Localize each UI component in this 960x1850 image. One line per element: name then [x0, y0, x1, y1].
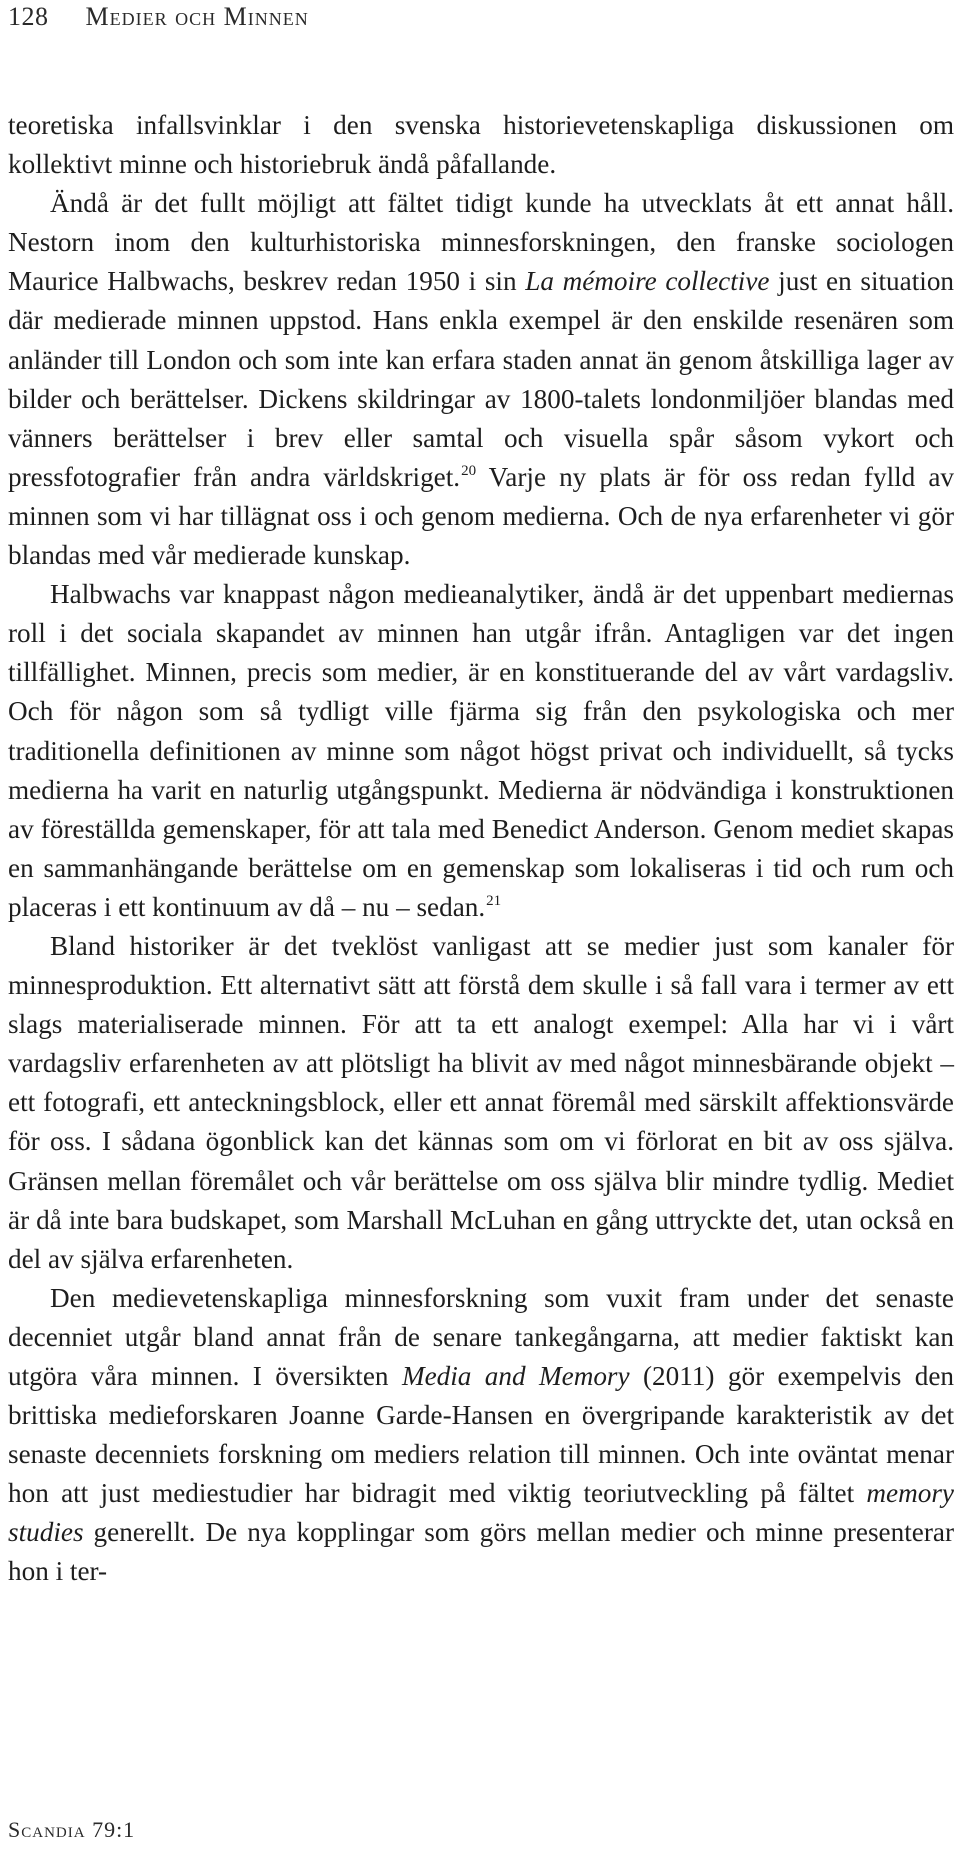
text-run: Ändå är det fullt möjligt att fältet tidigt kunde ha utvecklats åt ett annat håll. Nestorn inom den kulturhistoriska minnesforskningen, den franske sociologen Maurice Halbwachs, beskrev redan 1950 i sin	[8, 188, 954, 297]
text-run: teoretiska infallsvinklar i den svenska historievetenskapliga diskussionen om kollektivt minne och historiebruk ändå påfallande.	[8, 110, 954, 180]
running-title: Medier och Minnen	[85, 2, 309, 31]
text-run: Bland historiker är det tveklöst vanligast att se medier just som kanaler för minnesproduktion. Ett alternativt sätt att förstå dem skulle i så fall vara i termer av ett slags materialiserade minnen. För att ta ett analogt exempel: Alla har vi i vårt vardagsliv erfarenheten av att plötsligt ha blivit av med något minnesbärande objekt – ett fotografi, ett anteckningsblock, eller ett annat föremål med särskilt affektionsvärde för oss. I sådana ögonblick kan det kännas som om vi förlorat en bit av oss själva. Gränsen mellan föremålet och vår berättelse om oss själva blir mindre tydlig. Mediet är då inte bara budskapet, som Marshall McLuhan en gång uttryckte det, utan också en del av själva erfarenheten.	[8, 930, 954, 1274]
body-text	[8, 106, 954, 1592]
footnote-ref: 20	[461, 462, 477, 479]
paragraph-1	[8, 106, 954, 184]
text-run: generellt. De nya kopplingar som görs mellan medier och minne presenterar hon i ter-	[8, 1517, 954, 1587]
footnote-ref: 21	[486, 892, 502, 909]
paragraph-2	[8, 184, 954, 575]
paragraph-5	[8, 1279, 954, 1592]
paragraph-3	[8, 575, 954, 927]
italic-title: memory studies	[8, 1478, 954, 1548]
running-head	[8, 2, 309, 32]
italic-title: La mémoire collective	[525, 266, 770, 297]
text-run: Den medievetenskapliga minnesforskning som vuxit fram under det senaste decenniet utgår bland annat från de senare tankegångarna, att medier faktiskt kan utgöra våra minnen. I översikten	[8, 1282, 954, 1391]
page-number: 128	[8, 2, 49, 31]
text-run: just en situation där medierade minnen uppstod. Hans enkla exempel är den enskilde resenären som anländer till London och som inte kan erfara staden annat än genom åtskilliga lager av bilder och berättelser. Dickens skildringar av 1800-talets londonmiljöer blandas med vänners berättelser i brev eller samtal och visuella spår såsom vykort och pressfotografier från andra världskriget.	[8, 266, 955, 492]
journal-footer: Scandia 79:1	[8, 1817, 136, 1842]
italic-title: Media and Memory	[401, 1361, 630, 1391]
paragraph-4	[8, 927, 954, 1279]
text-run: Varje ny plats är för oss redan fylld av minnen som vi har tillägnat oss i och genom medierna. Och de nya erfarenheter vi gör blandas med vår medierade kunskap.	[8, 461, 954, 571]
text-run: Halbwachs var knappast någon medieanalytiker, ändå är det uppenbart mediernas roll i det sociala skapandet av minnen han utgår ifrån. Antagligen var det ingen tillfällighet. Minnen, precis som medier, är en konstituerande del av vårt vardagsliv. Och för någon som så tydligt ville fjärma sig från den psykologiska och mer traditionella definitionen av minne som något högst privat och individuellt, så tycks medierna ha varit en naturlig utgångspunkt. Medierna är nödvändiga i konstruktionen av föreställda gemenskaper, för att tala med Benedict Anderson. Genom mediet skapas en sammanhängande berättelse om en gemenskap som lokaliseras i tid och rum och placeras i ett kontinuum av då – nu – sedan.	[8, 579, 954, 922]
text-run: (2011) gör exempelvis den brittiska medieforskaren Joanne Garde-Hansen en övergripande karakteristik av det senaste decenniets forskning om mediers relation till minnen. Och inte oväntat menar hon att just mediestudier har bidragit med viktig teoriutveckling på fältet	[8, 1361, 955, 1509]
